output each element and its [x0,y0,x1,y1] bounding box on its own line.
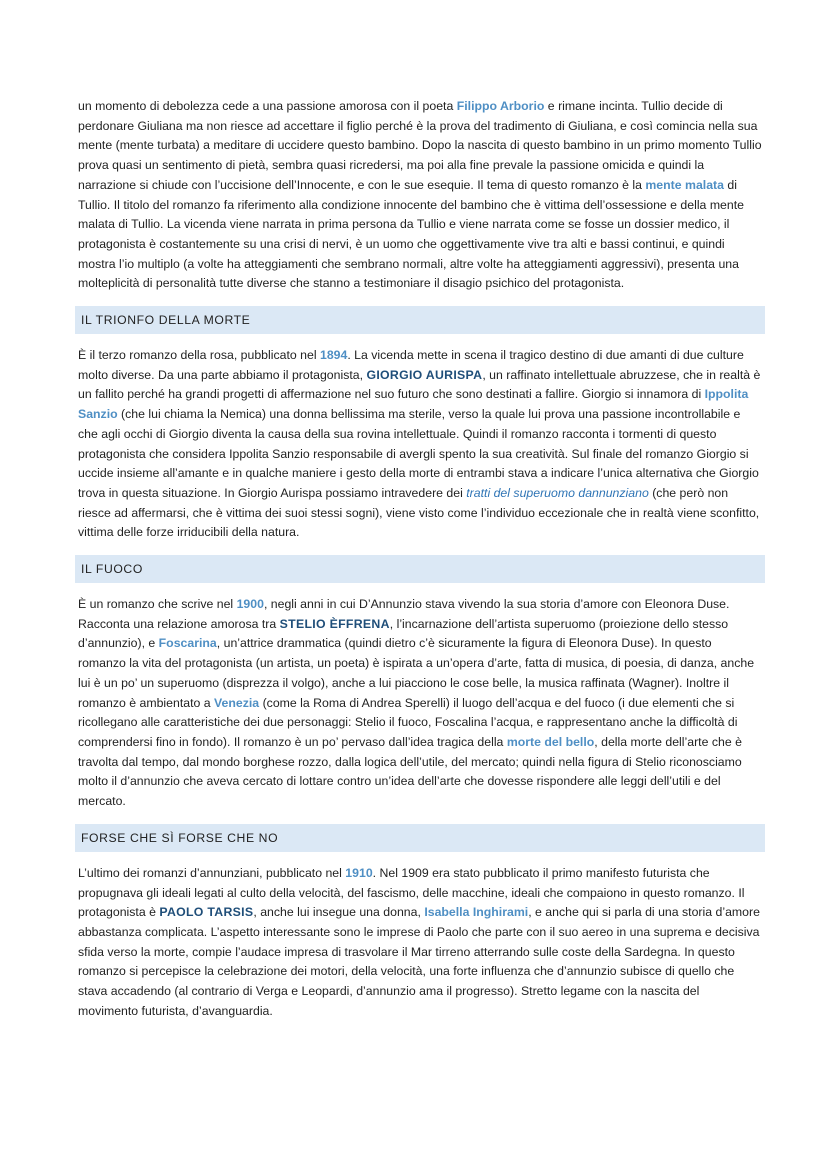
text-run: , un raffinato intellettuale abruzzese, che in realtà è un fallito perché ha grandi progetti di affermazione nel suo futuro che sono destinati a fallire. Giorgio si innamora di [78,367,761,402]
highlight-venezia: Venezia [214,695,260,710]
text-run: . La vicenda mette in scena il tragico destino di due amanti di due culture molto diverse. Da una parte abbiamo il protagonista, [78,348,744,382]
text-run: (come la Roma di Andrea Sperelli) il luogo dell’acqua e del fuoco (i due elementi che si ricollegano alle caratteristiche dei due personaggi: Stelio il fuoco, Foscalina l’acqua, e rappresentano anche la difficoltà di comprendersi fino in fondo). Il romanzo è un po’ pervaso dall’idea tragica della [78,695,738,749]
text-run: , l’incarnazione dell’artista superuomo (proiezione dello stesso d’annunzio), e [78,616,729,651]
highlight-isabella-inghirami: Isabella Inghirami [424,905,529,920]
highlight-mente-malata: mente malata [645,177,724,192]
text-run: . Nel 1909 era stato pubblicato il primo manifesto futurista che propugnava gli ideali legati al culto della velocità, del fascismo, delle macchine, ideali che compaiono in questo romanzo. Il protagonista è [78,865,745,920]
text-run: e rimane incinta. Tullio decide di perdonare Giuliana ma non riesce ad accettare il figlio perché è la prova del tradimento di Giuliana, e così comincia nella sua mente (mente turbata) a meditare di uccidere questo bambino. Dopo la nascita di questo bambino in un primo momento Tullio prova quasi un sentimento di pietà, sembra quasi ricredersi, ma poi alla fine prevale la passione omicida e quindi la narrazione si chiude con l’uccisione dell’Innocente, e con le sue esequie. Il tema di questo romanzo è la [78,99,762,192]
paragraph-fuoco [78,595,762,812]
highlight-year-1910: 1910 [345,865,373,880]
text-run: , un’attrice drammatica (quindi dietro c’è sicuramente la figura di Eleonora Duse). In questo romanzo la vita del protagonista (un artista, un poeta) è ispirata a un’opera d’arte, fatta di musica, di poesia, di danza, anche lui è un po’ un superuomo (disprezza il volgo), anche a lui piacciono le cose belle, la musica raffinata (Wagner). Inoltre il romanzo è ambientato a [78,636,755,710]
text-run: (che lui chiama la Nemica) una donna bellissima ma sterile, verso la quale lui prova una passione incontrollabile e che agli occhi di Giorgio diventa la causa della sua rovina intellettuale. Quindi il romanzo racconta i tormenti di questo protagonista che considera Ippolita Sanzio responsabile di avergli spento la sua creatività. Sul finale del romanzo Giorgio si uccide insieme all’amante e in qualche maniere i gesto della morte di entrambi stava a indicare l’unica alternativa che Giorgio trova in questa situazione. In Giorgio Aurispa possiamo intravedere dei [78,407,759,500]
text-run: L’ultimo dei romanzi d’annunziani, pubblicato nel [78,865,346,880]
text-run: di Tullio. Il titolo del romanzo fa riferimento alla condizione innocente del bambino che è vittima dell’ossessione e della mente malata di Tullio. La vicenda viene narrata in prima persona da Tullio e viene narrata come se fosse un dossier medico, il protagonista è costantemente su una crisi di nervi, è un uomo che oggettivamente vive tra alti e bassi continui, e quindi mostra l’io multiplo (a volte ha atteggiamenti che sembrano normali, altre volte ha atteggiamenti aggressivi), presenta una molteplicità di personalità tutte diverse che stanno a testimoniare il disagio psichico del protagonista. [78,177,744,291]
highlight-filippo-arborio: Filippo Arborio [456,99,545,113]
highlight-tratti-superuomo: tratti del superuomo dannunziano [466,485,649,500]
text-run: un momento di debolezza cede a una passione amorosa con il poeta [78,99,457,113]
highlight-foscarina: Foscarina [158,636,217,651]
text-run: , anche lui insegue una donna, [253,905,425,920]
section-heading-forse: FORSE CHE SÌ FORSE CHE NO [75,824,765,852]
paragraph-innocente [78,97,762,294]
highlight-year-1894: 1894 [319,348,348,363]
highlight-year-1900: 1900 [236,597,264,612]
highlight-stelio-effrena: STELIO ÈFFRENA [279,616,390,631]
highlight-ippolita-sanzio: Ippolita Sanzio [78,387,749,422]
highlight-morte-del-bello: morte del bello [506,734,595,749]
text-run: È il terzo romanzo della rosa, pubblicato nel [78,348,320,363]
text-run: , della morte dell’arte che è travolta dal tempo, dal mondo borghese rozzo, dalla logica dell’utile, del mercato; quindi nella figura di Stelio riconosciamo molto il d’annunzio che aveva cercato di lottare contro un’idea dell’arte che dovesse rispondere alle leggi dell’utili e del mercato. [78,734,742,809]
text-run: , negli anni in cui D’Annunzio stava vivendo la sua storia d’amore con Eleonora Duse. Racconta una relazione amorosa tra [78,597,730,631]
highlight-giorgio-aurispa: GIORGIO AURISPA [366,367,483,382]
paragraph-forse [78,864,762,1022]
highlight-paolo-tarsis: PAOLO TARSIS [159,905,254,920]
text-run: , e anche qui si parla di una storia d’amore abbastanza complicata. L’aspetto interessante sono le imprese di Paolo che parte con il suo aereo in una suprema e decisiva sfida verso la morte, compie l’audace impresa di trasvolare il Mar tirreno atterrando sulle coste della Sardegna. In questo romanzo si percepisce la celebrazione dei motori, della velocità, una forte influenza che d’annunzio subisce di quello che stava accadendo (al contrario di Verga e Leopardi, d’annunzio ama il progresso). Stretto legame con la nascita del movimento futurista, d’avanguardia. [78,905,760,1018]
section-heading-fuoco: IL FUOCO [75,555,765,583]
text-run: È un romanzo che scrive nel [78,597,237,612]
text-run: (che però non riesce ad affermarsi, che è vittima dei suoi stessi sogni), viene visto come l’individuo eccezionale che in realtà viene sconfitto, vittima delle forze irriducibili della natura. [78,485,760,540]
section-heading-trionfo: IL TRIONFO DELLA MORTE [75,306,765,334]
paragraph-trionfo [78,346,762,543]
